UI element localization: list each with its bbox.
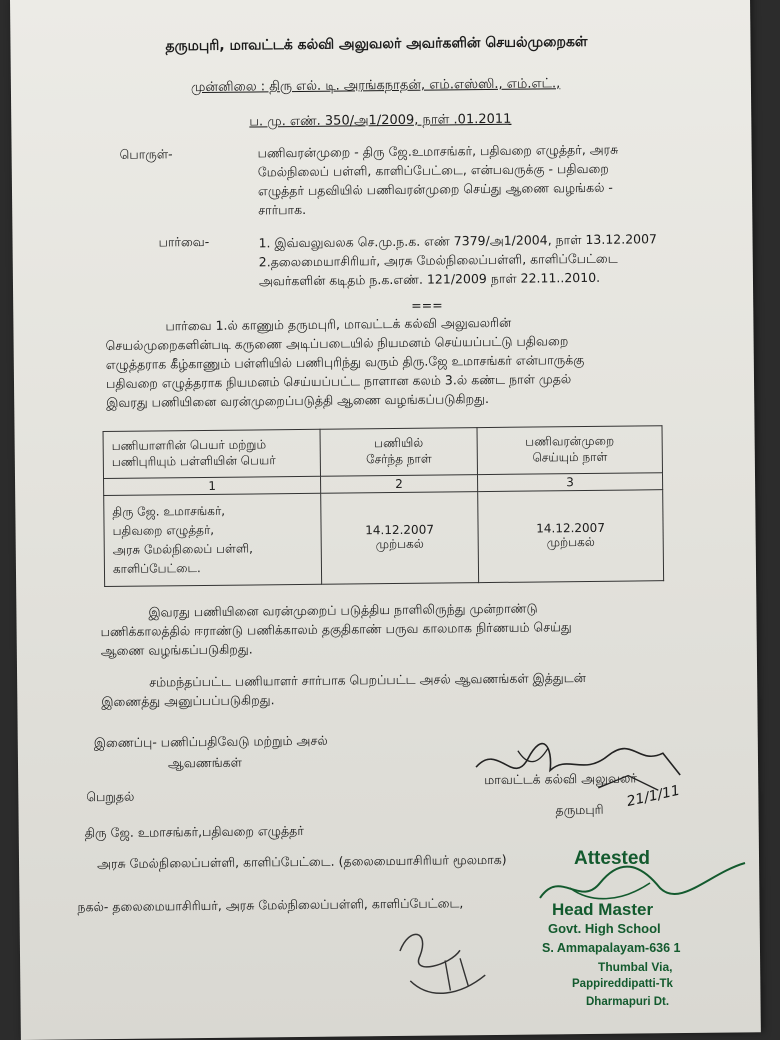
reference-number: ப. மு. எண். 350/அ1/2009, நாள் .01.2011 xyxy=(249,111,512,130)
table-header-row xyxy=(103,426,662,479)
recipient-line-2: அரசு மேல்நிலைப்பள்ளி, காளிப்பேட்டை. (தலைமையாசிரியர் மூலமாக) xyxy=(96,851,507,872)
probation-paragraph: இவரது பணியினை வரன்முறைப் படுத்திய நாளிலிருந்து முன்றாண்டு பணிக்காலத்தில் ஈராண்டு பணிக்காலம் தகுதிகாண் பருவ காலமாக நிர்ணயம் செய்து ஆணை வழங்கப்படுகிறது. xyxy=(100,600,572,659)
column-number: 1 xyxy=(104,476,321,495)
signatory-designation: மாவட்டக் கல்வி அலுவலர் xyxy=(484,770,637,788)
references-text xyxy=(258,229,657,290)
attested-stamp xyxy=(530,838,760,1038)
stamp-line: Head Master xyxy=(552,900,654,919)
attested-text: Attested xyxy=(574,848,651,869)
regularised-date-cell: 14.12.2007 முற்பகல் xyxy=(478,490,664,583)
copy-to-line: நகல்- தலைமையாசிரியர், அரசு மேல்நிலைப்பள்ளி, காளிப்பேட்டை, xyxy=(77,895,464,915)
table-header-cell: பணியில் சேர்ந்த நாள் xyxy=(320,428,477,477)
attachment-label-2: ஆவணங்கள் xyxy=(167,754,242,771)
subject-text xyxy=(258,140,619,220)
joined-date-cell: 14.12.2007 முற்பகல் xyxy=(321,492,479,585)
body-line: பதிவறை எழுத்தராக நியமனம் செய்யப்பட்ட நாளான கலம் 3.ல் கண்ட நாள் முதல் xyxy=(105,371,572,392)
initials-scribble xyxy=(390,920,501,1011)
reference-line: 2.தலைமையாசிரியர், அரசு மேல்நிலைப்பள்ளி, காளிப்பேட்டை xyxy=(258,250,618,270)
stamp-line: Govt. High School xyxy=(548,921,661,936)
subject-line: சார்பாக. xyxy=(258,201,307,218)
subject-line: எழுத்தர் பதவியில் பணிவரன்முறை செய்து ஆணை வழங்கல் - xyxy=(257,179,613,199)
column-number: 2 xyxy=(321,475,478,494)
appointment-table xyxy=(103,425,665,587)
stamp-line: Dharmapuri Dt. xyxy=(586,996,670,1008)
table-header-cell: பணிவரன்முறை செய்யும் நாள் xyxy=(477,426,662,475)
reference-line: 1. இவ்வலுவலக செ.மு.ந.க. எண் 7379/அ1/2004, நாள் 13.12.2007 xyxy=(258,231,658,251)
stamp-line: Thumbal Via, xyxy=(598,960,673,974)
handwritten-date: 21/1/11 xyxy=(625,782,682,811)
signatory-place: தருமபுரி xyxy=(555,801,604,818)
body-line: எழுத்தராக கீழ்காணும் பள்ளியில் பணிபுரிந்து வரும் திரு.ஜே உமாசங்கர் என்பாருக்கு xyxy=(105,352,585,373)
body-line: இவரது பணியினை வரன்முறைப்படுத்தி ஆணை வழங்கப்படுகிறது. xyxy=(106,391,490,411)
separator: === xyxy=(411,297,443,313)
attachment-label: இணைப்பு- பணிப்பதிவேடு மற்றும் அசல் xyxy=(93,732,328,751)
column-number: 3 xyxy=(477,473,662,492)
subject-label: பொருள்- xyxy=(119,146,173,162)
document-title: தருமபுரி, மாவட்டக் கல்வி அலுவலர் அவர்களின் செயல்முறைகள் xyxy=(165,33,588,55)
body-line: பார்வை 1.ல் காணும் தருமபுரி, மாவட்டக் கல்வி அலுவலரின் xyxy=(165,314,512,334)
recipient-label: பெறுதல் xyxy=(86,788,135,805)
employee-cell: திரு ஜே. உமாசங்கர், பதிவறை எழுத்தர், அரசு மேல்நிலைப் பள்ளி, காளிப்பேட்டை. xyxy=(104,493,322,586)
body-line: செயல்முறைகளின்படி கருணை அடிப்படையில் நியமனம் செய்யப்பட்டு பதிவறை xyxy=(105,333,569,354)
stamp-line: Pappireddipatti-Tk xyxy=(572,978,673,990)
subject-line: பணிவரன்முறை - திரு ஜே.உமாசங்கர், பதிவறை எழுத்தர், அரசு xyxy=(257,141,619,161)
subject-line: மேல்நிலைப் பள்ளி, காளிப்பேட்டை, என்பவருக்கு - பதிவறை xyxy=(257,160,609,180)
enclosure-paragraph: சம்மந்தப்பட்ட பணியாளர் சார்பாக பெறப்பட்ட அசல் ஆவணங்கள் இத்துடன் இணைத்து அனுப்பப்படுகிறது. xyxy=(101,670,586,710)
recipient-line-1: திரு ஜே. உமாசங்கர்,பதிவறை எழுத்தர் xyxy=(84,822,304,841)
body-paragraph xyxy=(105,312,584,412)
table-row xyxy=(104,490,664,587)
presence-line: முன்னிலை : திரு எல். டி. அரங்கநாதன், எம்.எஸ்ஸி., எம்.எட்., xyxy=(190,76,561,96)
stamp-line: S. Ammapalayam-636 1 xyxy=(542,941,681,955)
references-label: பார்வை- xyxy=(158,233,210,250)
table-header-cell: பணியாளரின் பெயர் மற்றும் பணிபுரியும் பள்ளியின் பெயர் xyxy=(103,429,320,478)
reference-line: அவர்களின் கடிதம் ந.க.எண். 121/2009 நாள் 22.11..2010. xyxy=(258,269,601,289)
